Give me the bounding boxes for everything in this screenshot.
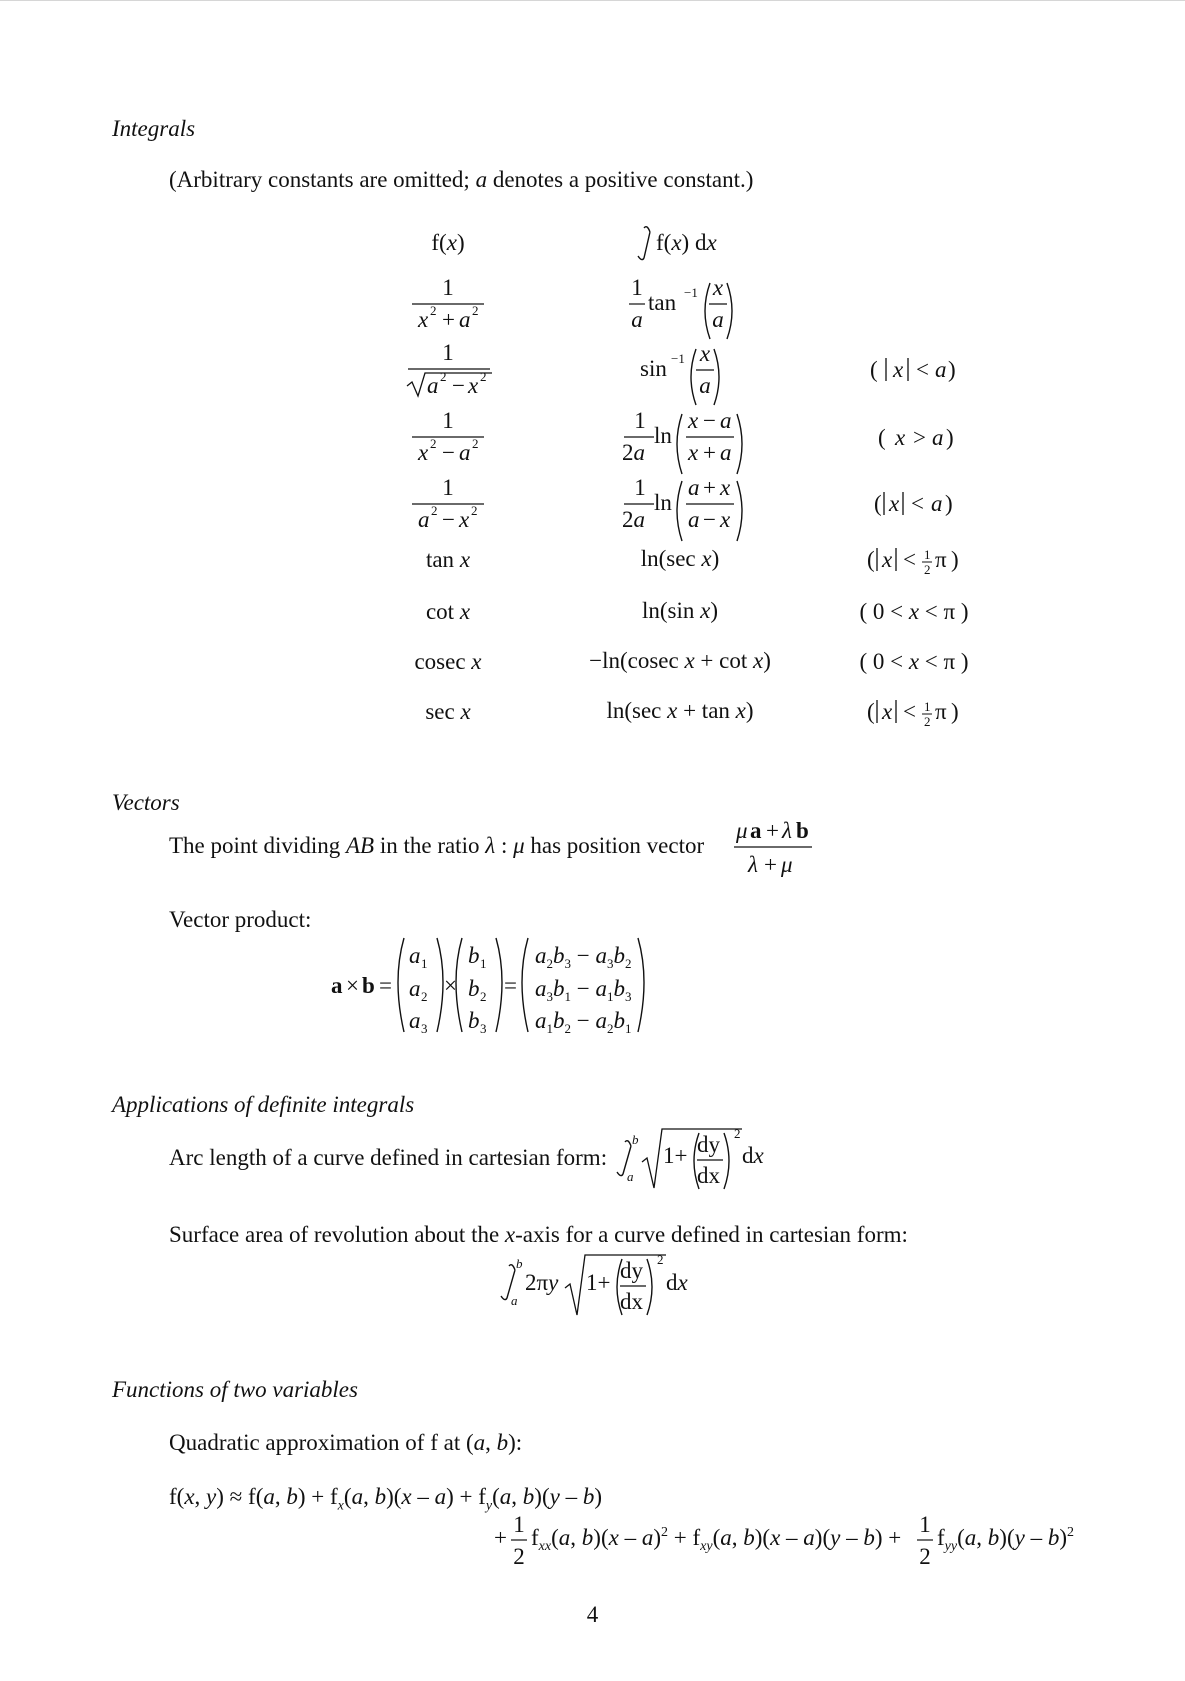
row-7-condition: ( 0 < x < π ) xyxy=(859,649,969,674)
svg-text:dy: dy xyxy=(620,1258,643,1283)
svg-text:(: ( xyxy=(867,547,875,572)
svg-text:2: 2 xyxy=(919,1544,931,1569)
page-number: 4 xyxy=(586,1602,599,1627)
svg-text:b: b xyxy=(468,976,480,1001)
svg-text:(: ( xyxy=(878,425,886,450)
svg-text:2: 2 xyxy=(480,989,487,1004)
svg-text:−1: −1 xyxy=(684,285,698,300)
svg-text:b: b xyxy=(516,1256,523,1271)
svg-text:+: + xyxy=(442,307,455,332)
svg-text:a: a xyxy=(511,1293,518,1308)
svg-text:1: 1 xyxy=(924,547,931,562)
svg-text:b: b xyxy=(468,1008,480,1033)
row-5-f: tan x xyxy=(425,547,471,572)
svg-text:b: b xyxy=(468,943,480,968)
svg-text:2: 2 xyxy=(430,303,437,318)
svg-text:): ) xyxy=(951,699,959,724)
svg-text:x: x xyxy=(893,357,904,382)
svg-text:x: x xyxy=(418,307,429,332)
svg-text:=: = xyxy=(504,973,517,998)
svg-text:dx: dx xyxy=(742,1143,764,1168)
svg-text:fxx(a, b)(x – a)2 + fxy(a, b)(: $f_{xx}(a$, $b)(x - a)^2 + f_{xy}(a$, b)(x – a)(y – b) + xyxy=(531,1525,902,1554)
svg-text:>: > xyxy=(913,425,926,450)
svg-text:2: 2 xyxy=(924,562,931,577)
svg-text:×: × xyxy=(444,973,457,998)
svg-text:2: 2 xyxy=(421,989,428,1004)
svg-text:dx: dx xyxy=(666,1270,688,1295)
svg-text:1+: 1+ xyxy=(586,1270,611,1295)
svg-text:λ: λ xyxy=(782,818,792,843)
svg-text:a: a xyxy=(750,818,762,843)
svg-text:ln: ln xyxy=(654,490,672,515)
quadratic-line-1: f(x, y) ≈ f(a, $b) + f_x(a$, $b)(x - a) + f_y(a$, b)(y – b) xyxy=(169,1484,603,1514)
svg-text:+: + xyxy=(703,475,716,500)
svg-text:dx: dx xyxy=(620,1289,643,1314)
svg-text:x: x xyxy=(720,475,731,500)
svg-text:1: 1 xyxy=(634,475,646,500)
svg-text:−: − xyxy=(703,507,716,532)
svg-text:<: < xyxy=(903,547,916,572)
svg-text:+: + xyxy=(494,1525,507,1550)
svg-text:3: 3 xyxy=(421,1021,428,1036)
svg-text:dy: dy xyxy=(697,1132,720,1157)
svg-text:−: − xyxy=(442,440,455,465)
row-6-integral: ln(sin x) xyxy=(641,598,719,623)
quadratic-label: Quadratic approximation of f at (a, b): xyxy=(169,1430,523,1455)
svg-text:2: 2 xyxy=(734,1126,741,1141)
svg-text:μ: μ xyxy=(781,852,793,877)
svg-text:μ: μ xyxy=(736,818,748,843)
svg-text:2: 2 xyxy=(513,1544,525,1569)
svg-text:2: 2 xyxy=(657,1252,664,1267)
svg-text:+: + xyxy=(766,818,779,843)
vector-product-label: Vector product: xyxy=(169,907,312,932)
svg-text:(: ( xyxy=(874,491,882,516)
svg-text:x: x xyxy=(882,699,893,724)
svg-text:): ) xyxy=(945,491,953,516)
svg-text:1: 1 xyxy=(919,1512,931,1537)
svg-text:1: 1 xyxy=(631,275,643,300)
svg-text:2: 2 xyxy=(431,503,438,518)
svg-text:<: < xyxy=(903,699,916,724)
svg-text:sin: sin xyxy=(640,356,667,381)
svg-text:(: ( xyxy=(870,357,878,382)
svg-text:a: a xyxy=(409,943,421,968)
svg-text:x: x xyxy=(688,440,699,465)
svg-text:<: < xyxy=(916,357,929,382)
svg-text:x: x xyxy=(459,507,470,532)
svg-text:a: a xyxy=(935,357,947,382)
svg-text:): ) xyxy=(948,357,956,382)
svg-text:x: x xyxy=(889,491,900,516)
svg-text:a: a xyxy=(331,973,343,998)
svg-text:a: a xyxy=(418,507,430,532)
svg-text:2: 2 xyxy=(472,303,479,318)
svg-text:): ) xyxy=(951,547,959,572)
svg-text:−: − xyxy=(452,373,465,398)
row-6-f: cot x xyxy=(425,599,471,624)
svg-text:x: x xyxy=(712,275,724,300)
svg-text:a: a xyxy=(931,491,943,516)
svg-text:b: b xyxy=(362,973,375,998)
svg-text:a: a xyxy=(409,1008,421,1033)
svg-text:2: 2 xyxy=(472,436,479,451)
svg-text:(: ( xyxy=(867,699,875,724)
svg-text:b: b xyxy=(796,818,809,843)
svg-text:a: a xyxy=(627,1169,634,1184)
svg-text:a: a xyxy=(409,976,421,1001)
row-7-f: cosec x xyxy=(414,649,482,674)
svg-text:a: a xyxy=(688,507,700,532)
svg-text:a1b2 − a2b1: $a_1b_2 - a_2b_1$ xyxy=(535,1008,632,1036)
row-8-integral: ln(sec x + tan x) xyxy=(606,698,754,723)
header-f: f(x) xyxy=(431,230,465,255)
row-6-condition: ( 0 < x < π ) xyxy=(859,599,969,624)
svg-text:2πy: 2πy xyxy=(525,1270,559,1295)
definite-heading: Applications of definite integrals xyxy=(112,1092,415,1117)
svg-text:2a: 2a xyxy=(622,507,645,532)
svg-text:x: x xyxy=(720,507,731,532)
svg-text:tan: tan xyxy=(648,290,677,315)
svg-text:π: π xyxy=(935,547,947,572)
svg-text:a: a xyxy=(699,373,711,398)
svg-text:1: 1 xyxy=(421,956,428,971)
svg-text:1: 1 xyxy=(924,699,931,714)
svg-text:2: 2 xyxy=(480,369,487,384)
svg-text:a3b1 − a1b3: $a_3b_1 - a_1b_3$ xyxy=(535,976,632,1004)
svg-text:fyy(a, b)(y – b)2: $f_{yy}(a$, b)(y – b)$^2$ xyxy=(937,1525,1074,1554)
svg-text:1: 1 xyxy=(442,408,454,433)
svg-text:x: x xyxy=(418,440,429,465)
svg-text:f(x) dx: f(x) dx xyxy=(656,230,717,255)
svg-text:−1: −1 xyxy=(671,351,685,366)
svg-text:a: a xyxy=(631,307,643,332)
svg-text:a: a xyxy=(720,408,732,433)
svg-text:1: 1 xyxy=(442,340,454,365)
svg-text:1: 1 xyxy=(513,1512,525,1537)
integrals-heading: Integrals xyxy=(112,116,196,141)
svg-text:=: = xyxy=(379,973,392,998)
vectors-heading: Vectors xyxy=(112,790,180,815)
svg-text:x: x xyxy=(688,408,699,433)
svg-text:x: x xyxy=(882,547,893,572)
svg-text:a: a xyxy=(932,425,944,450)
integrals-note: (Arbitrary constants are omitted; a denotes a positive constant.) xyxy=(169,167,754,192)
svg-text:): ) xyxy=(946,425,954,450)
svg-text:a: a xyxy=(427,373,439,398)
row-7-integral: −ln(cosec x + cot x) xyxy=(589,648,771,673)
svg-text:+: + xyxy=(764,852,777,877)
svg-text:λ: λ xyxy=(748,852,758,877)
svg-text:1: 1 xyxy=(442,475,454,500)
svg-text:dx: dx xyxy=(697,1163,720,1188)
arc-length-text: Arc length of a curve defined in cartesian form: xyxy=(169,1145,608,1170)
surface-area-text: Surface area of revolution about the x-axis for a curve defined in cartesian form: xyxy=(169,1222,908,1247)
svg-text:<: < xyxy=(911,491,924,516)
svg-text:a: a xyxy=(712,307,724,332)
svg-text:3: 3 xyxy=(480,1021,487,1036)
svg-text:a: a xyxy=(459,307,471,332)
svg-text:π: π xyxy=(935,699,947,724)
svg-text:×: × xyxy=(346,973,359,998)
svg-text:2: 2 xyxy=(924,714,931,729)
svg-text:a: a xyxy=(720,440,732,465)
svg-text:1: 1 xyxy=(442,275,454,300)
svg-text:ln: ln xyxy=(654,423,672,448)
svg-text:2: 2 xyxy=(430,436,437,451)
svg-text:2a: 2a xyxy=(622,440,645,465)
svg-text:−: − xyxy=(703,408,716,433)
row-5-integral: ln(sec x) xyxy=(640,546,720,571)
row-8-f: sec x xyxy=(425,699,471,724)
svg-text:a: a xyxy=(688,475,700,500)
svg-text:1: 1 xyxy=(480,956,487,971)
vectors-dividing-text: The point dividing AB in the ratio λ : μ has position vector xyxy=(169,833,705,858)
svg-text:a: a xyxy=(459,440,471,465)
svg-text:a2b3 − a3b2: $a_2b_3 - a_3b_2$ xyxy=(535,943,632,971)
svg-text:2: 2 xyxy=(440,369,447,384)
svg-text:b: b xyxy=(632,1132,639,1147)
svg-text:x: x xyxy=(468,373,479,398)
svg-text:1+: 1+ xyxy=(663,1143,688,1168)
svg-text:x: x xyxy=(895,425,906,450)
svg-text:1: 1 xyxy=(634,408,646,433)
svg-text:2: 2 xyxy=(471,503,478,518)
svg-text:x: x xyxy=(699,341,711,366)
svg-text:−: − xyxy=(442,507,455,532)
two-var-heading: Functions of two variables xyxy=(112,1377,358,1402)
svg-text:+: + xyxy=(703,440,716,465)
